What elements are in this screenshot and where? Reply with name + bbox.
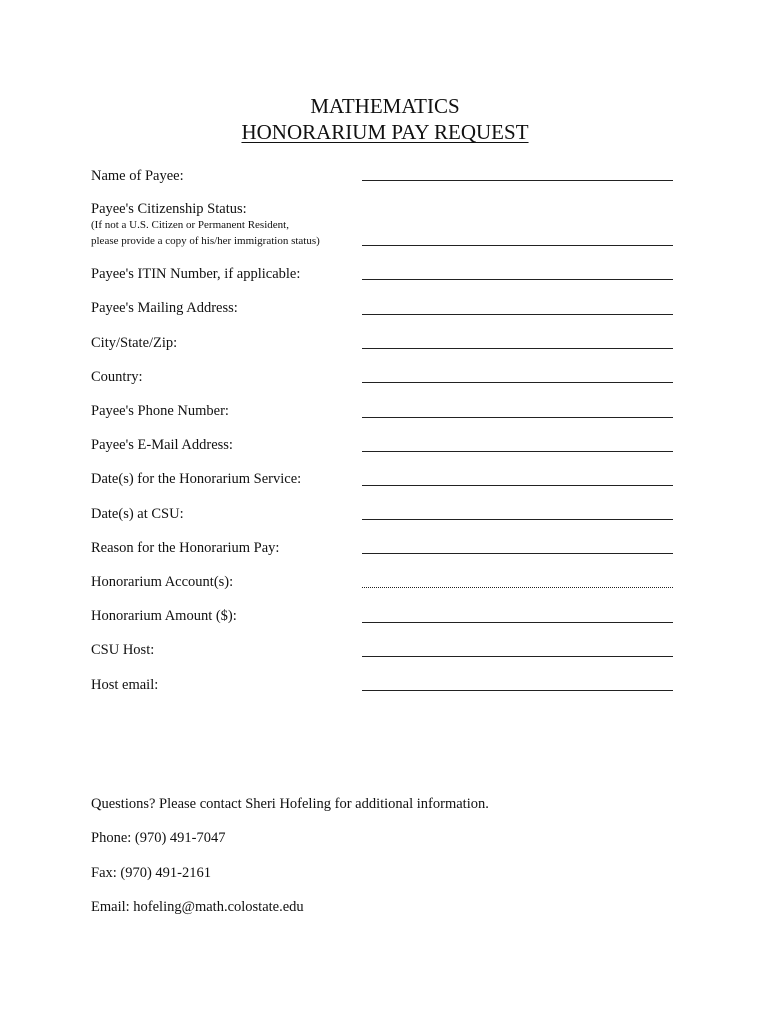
itin-field[interactable] xyxy=(362,279,673,280)
amount-field[interactable] xyxy=(362,622,673,623)
csu-host-field[interactable] xyxy=(362,656,673,657)
city-state-zip-field[interactable] xyxy=(362,348,673,349)
citizenship-field[interactable] xyxy=(362,245,673,246)
payee-name-field[interactable] xyxy=(362,180,673,181)
csu-host-label: CSU Host: xyxy=(91,642,155,658)
amount-label: Honorarium Amount ($): xyxy=(91,608,237,624)
reason-field[interactable] xyxy=(362,553,673,554)
citizenship-note-line-1: (If not a U.S. Citizen or Permanent Resident, xyxy=(91,219,289,231)
service-dates-label: Date(s) for the Honorarium Service: xyxy=(91,471,302,487)
contact-email: Email: hofeling@math.colostate.edu xyxy=(91,899,304,915)
itin-label: Payee's ITIN Number, if applicable: xyxy=(91,266,301,282)
host-email-field[interactable] xyxy=(362,690,673,691)
city-state-zip-label: City/State/Zip: xyxy=(91,335,178,351)
citizenship-label: Payee's Citizenship Status: xyxy=(91,201,247,217)
mailing-address-label: Payee's Mailing Address: xyxy=(91,300,238,316)
csu-dates-label: Date(s) at CSU: xyxy=(91,506,184,522)
phone-label: Payee's Phone Number: xyxy=(91,403,229,419)
contact-questions: Questions? Please contact Sheri Hofeling for additional information. xyxy=(91,796,489,812)
reason-label: Reason for the Honorarium Pay: xyxy=(91,540,280,556)
country-field[interactable] xyxy=(362,382,673,383)
form-subtitle: HONORARIUM PAY REQUEST xyxy=(241,120,529,144)
mailing-address-field[interactable] xyxy=(362,314,673,315)
form-title: MATHEMATICS xyxy=(310,94,460,118)
email-field[interactable] xyxy=(362,451,673,452)
payee-name-label: Name of Payee: xyxy=(91,168,184,184)
country-label: Country: xyxy=(91,369,143,385)
contact-fax: Fax: (970) 491-2161 xyxy=(91,865,212,881)
accounts-label: Honorarium Account(s): xyxy=(91,574,234,590)
host-email-label: Host email: xyxy=(91,677,159,693)
contact-phone: Phone: (970) 491-7047 xyxy=(91,830,226,846)
citizenship-note-line-2: please provide a copy of his/her immigration status) xyxy=(91,235,320,247)
phone-field[interactable] xyxy=(362,417,673,418)
service-dates-field[interactable] xyxy=(362,485,673,486)
accounts-field[interactable] xyxy=(362,587,673,588)
csu-dates-field[interactable] xyxy=(362,519,673,520)
email-label: Payee's E-Mail Address: xyxy=(91,437,233,453)
